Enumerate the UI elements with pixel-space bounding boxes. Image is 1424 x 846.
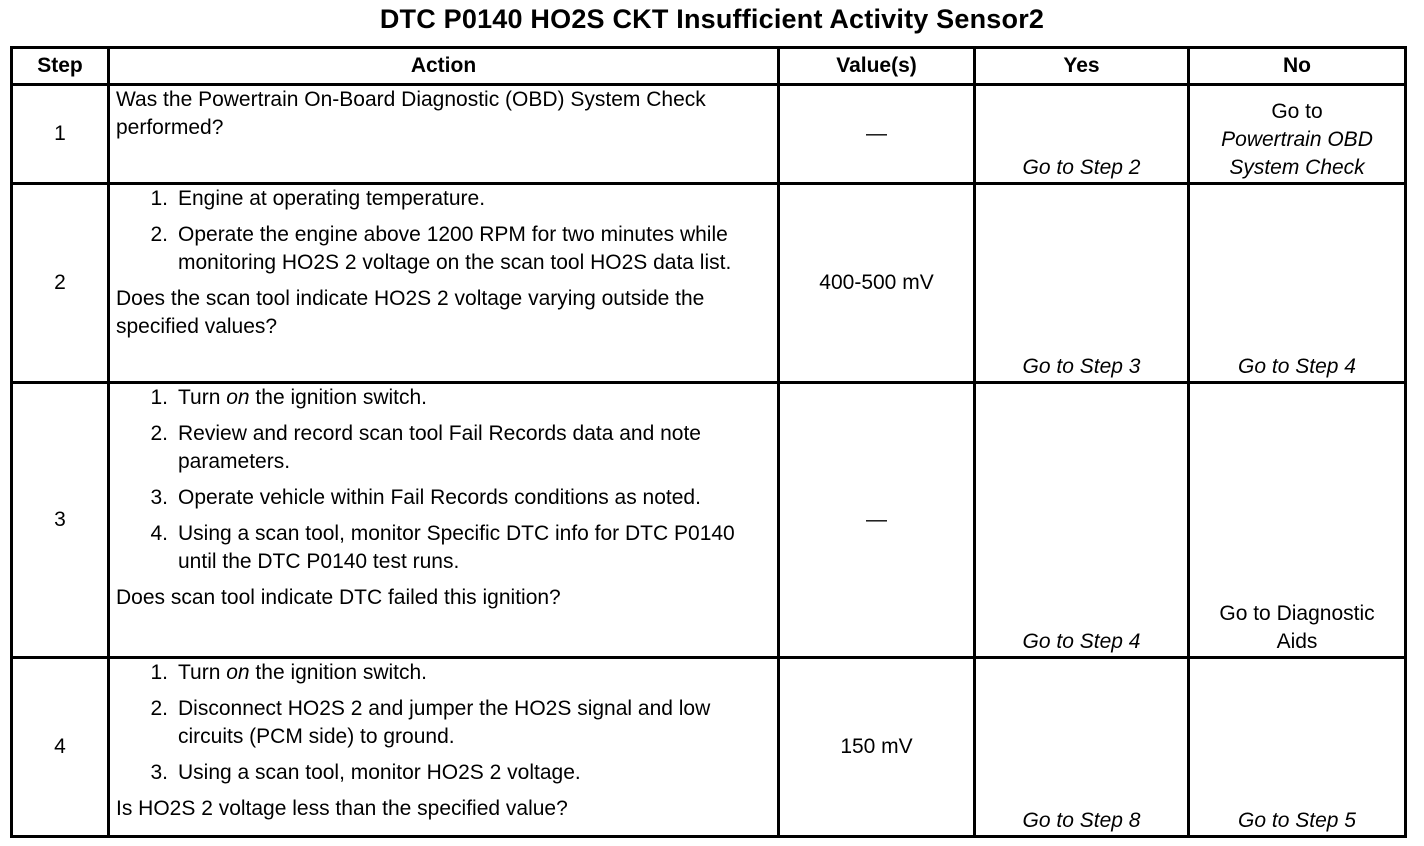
list-text: Engine at operating temperature. bbox=[178, 186, 486, 210]
list-text bbox=[178, 659, 771, 687]
yes-cell: Go to Step 3 bbox=[975, 183, 1189, 382]
list-text bbox=[178, 384, 771, 412]
action-list bbox=[116, 384, 771, 576]
list-text: Disconnect HO2S 2 and jumper the HO2S signal and low circuits (PCM side) to ground. bbox=[178, 697, 711, 749]
value-cell: — bbox=[779, 85, 975, 184]
table-row bbox=[12, 183, 1406, 382]
list-text: Using a scan tool, monitor HO2S 2 voltage. bbox=[178, 761, 581, 785]
list-number: 1. bbox=[150, 661, 168, 685]
header-step: Step bbox=[12, 48, 109, 85]
action-cell bbox=[109, 183, 779, 382]
list-text-emphasis: on bbox=[226, 385, 250, 409]
header-values: Value(s) bbox=[779, 48, 975, 85]
list-item bbox=[116, 695, 771, 751]
no-cell bbox=[1189, 85, 1406, 184]
list-text-pre: Turn bbox=[178, 385, 227, 409]
list-number: 3. bbox=[150, 761, 168, 785]
no-cell: Go to Step 4 bbox=[1189, 183, 1406, 382]
value-cell: 400-500 mV bbox=[779, 183, 975, 382]
list-text: Review and record scan tool Fail Records data and note parameters. bbox=[178, 421, 701, 473]
list-text-post: the ignition switch. bbox=[249, 385, 428, 409]
no-cell bbox=[1189, 382, 1406, 657]
header-action: Action bbox=[109, 48, 779, 85]
value-cell: — bbox=[779, 382, 975, 657]
no-cell: Go to Step 5 bbox=[1189, 658, 1406, 837]
step-number: 1 bbox=[12, 85, 109, 184]
action-list bbox=[116, 659, 771, 787]
list-item bbox=[116, 484, 771, 512]
table-row bbox=[12, 382, 1406, 657]
action-list bbox=[116, 185, 771, 277]
list-text: Operate the engine above 1200 RPM for two minutes while monitoring HO2S 2 voltage on the scan tool HO2S data list. bbox=[178, 222, 732, 274]
diagnostic-table bbox=[10, 46, 1407, 838]
list-item bbox=[116, 384, 771, 412]
list-text-emphasis: on bbox=[226, 661, 250, 685]
action-question: Does scan tool indicate DTC failed this ignition? bbox=[116, 585, 561, 609]
list-text: Operate vehicle within Fail Records conditions as noted. bbox=[178, 485, 701, 509]
no-line: Go to Diagnostic bbox=[1219, 602, 1375, 626]
no-line: Go to bbox=[1271, 99, 1323, 123]
list-number: 2. bbox=[150, 222, 168, 246]
list-text: Using a scan tool, monitor Specific DTC info for DTC P0140 until the DTC P0140 test runs. bbox=[178, 521, 735, 573]
list-number: 4. bbox=[150, 521, 168, 545]
list-item bbox=[116, 520, 771, 576]
list-item bbox=[116, 659, 771, 687]
list-text-pre: Turn bbox=[178, 661, 227, 685]
no-line: Powertrain OBD bbox=[1221, 127, 1373, 151]
list-number: 2. bbox=[150, 697, 168, 721]
list-text-post: the ignition switch. bbox=[249, 661, 428, 685]
list-item bbox=[116, 221, 771, 277]
table-row bbox=[12, 85, 1406, 184]
step-number: 4 bbox=[12, 658, 109, 837]
list-item bbox=[116, 420, 771, 476]
step-number: 2 bbox=[12, 183, 109, 382]
list-item bbox=[116, 759, 771, 787]
list-number: 1. bbox=[150, 186, 168, 210]
step-number: 3 bbox=[12, 382, 109, 657]
list-item bbox=[116, 185, 771, 213]
value-cell: 150 mV bbox=[779, 658, 975, 837]
header-yes: Yes bbox=[975, 48, 1189, 85]
action-cell bbox=[109, 658, 779, 837]
page-title: DTC P0140 HO2S CKT Insufficient Activity Sensor2 bbox=[379, 4, 1045, 34]
header-no: No bbox=[1189, 48, 1406, 85]
action-cell bbox=[109, 382, 779, 657]
yes-cell: Go to Step 4 bbox=[975, 382, 1189, 657]
header-row bbox=[12, 48, 1406, 85]
action-cell bbox=[109, 85, 779, 184]
no-line: System Check bbox=[1229, 155, 1365, 179]
list-number: 3. bbox=[150, 485, 168, 509]
list-number: 1. bbox=[150, 385, 168, 409]
action-question: Was the Powertrain On-Board Diagnostic (OBD) System Check performed? bbox=[116, 88, 706, 139]
list-number: 2. bbox=[150, 421, 168, 445]
table-row bbox=[12, 658, 1406, 837]
yes-cell: Go to Step 8 bbox=[975, 658, 1189, 837]
action-question: Is HO2S 2 voltage less than the specified value? bbox=[116, 797, 568, 821]
no-line: Aids bbox=[1276, 630, 1318, 654]
yes-cell: Go to Step 2 bbox=[975, 85, 1189, 184]
action-question: Does the scan tool indicate HO2S 2 voltage varying outside the specified values? bbox=[116, 286, 705, 338]
